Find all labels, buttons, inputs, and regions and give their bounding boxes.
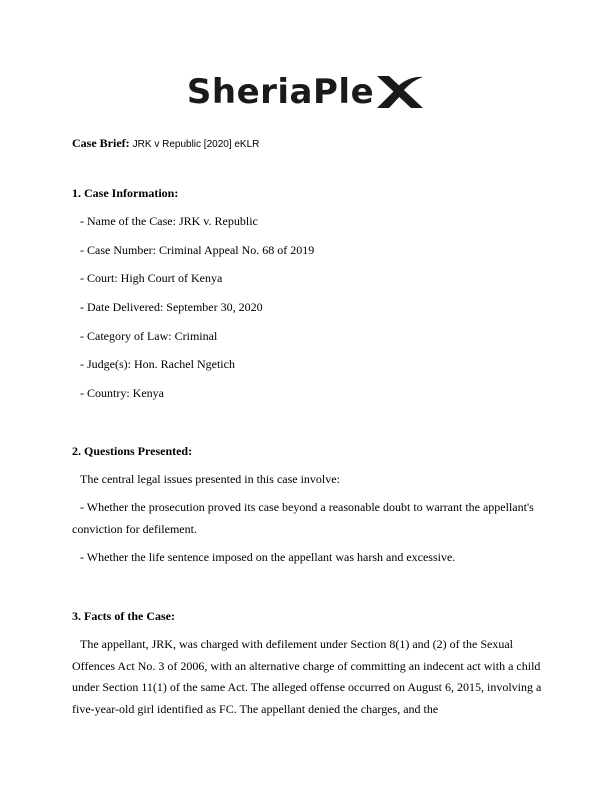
category-item: - Category of Law: Criminal xyxy=(80,329,218,343)
case-brief-title: JRK v Republic [2020] eKLR xyxy=(132,139,260,150)
section3-heading: 3. Facts of the Case: xyxy=(72,609,175,623)
sheriaplex-logo xyxy=(0,72,612,122)
question-1: - Whether the prosecution proved its case beyond a reasonable doubt to warrant the appellant's conviction for defilement. xyxy=(72,500,534,536)
case-number-item: - Case Number: Criminal Appeal No. 68 of 2019 xyxy=(80,243,315,257)
case-name-item: - Name of the Case: JRK v. Republic xyxy=(80,214,258,228)
logo-x-icon xyxy=(375,74,425,110)
country-item: - Country: Kenya xyxy=(80,386,164,400)
case-brief-label: Case Brief: xyxy=(72,136,130,150)
date-delivered-item: - Date Delivered: September 30, 2020 xyxy=(80,300,263,314)
section1-heading: 1. Case Information: xyxy=(72,186,179,200)
questions-intro: The central legal issues presented in this case involve: xyxy=(80,472,340,486)
facts-paragraph: The appellant, JRK, was charged with defilement under Section 8(1) and (2) of the Sexual Offences Act No. 3 of 2006, with an alternative charge of committing an indecent act with a child under Section 11(1) of the same Act. The alleged offense occurred on August 6, 2015, involving a five-year-old girl identified as FC. The appellant denied the charges, and the xyxy=(72,637,542,716)
case-brief-line xyxy=(72,136,259,151)
court-item: - Court: High Court of Kenya xyxy=(80,271,223,285)
logo-wordmark: SheriaPle xyxy=(186,72,375,112)
question-2: - Whether the life sentence imposed on the appellant was harsh and excessive. xyxy=(80,550,456,564)
judges-item: - Judge(s): Hon. Rachel Ngetich xyxy=(80,357,235,371)
section2-heading: 2. Questions Presented: xyxy=(72,444,193,458)
